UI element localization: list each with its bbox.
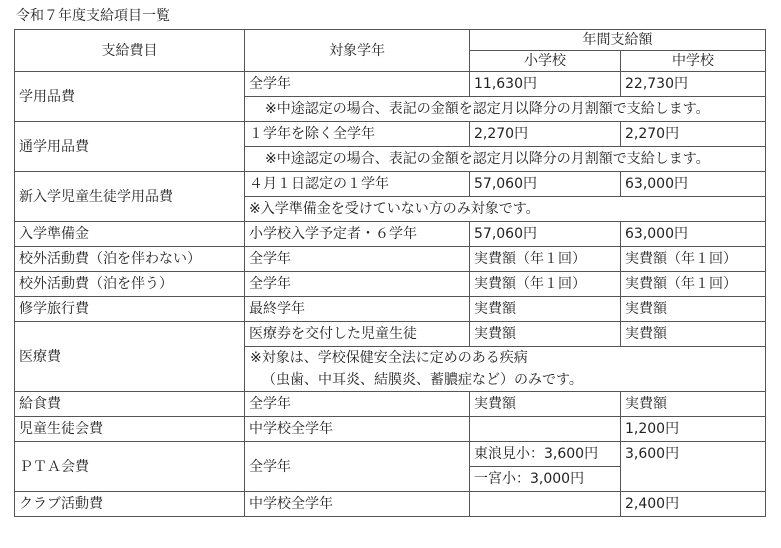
row-junior: 実費額 [621,392,766,417]
table-row [15,442,766,467]
row-name: 修学旅行費 [15,297,245,322]
table-header-row [15,30,766,51]
row-junior: 実費額 [621,297,766,322]
table-row [15,322,766,347]
row-grade: １学年を除く全学年 [245,122,470,147]
row-name: 通学用品費 [15,122,245,172]
table-row [15,122,766,147]
row-grade: 医療券を交付した児童生徒 [245,322,470,347]
row-name: クラブ活動費 [15,492,245,517]
row-grade: 小学校入学予定者・６学年 [245,222,470,247]
payment-items-table [14,29,766,517]
header-elementary: 小学校 [470,51,621,72]
row-junior: 2,270円 [621,122,766,147]
page-title: 令和７年度支給項目一覧 [16,8,170,24]
header-junior: 中学校 [621,51,766,72]
row-junior: 実費額（年１回） [621,247,766,272]
row-grade: 全学年 [245,272,470,297]
table-row [15,297,766,322]
row-elementary: 実費額 [470,322,621,347]
table-row [15,222,766,247]
row-elementary: 実費額（年１回） [470,272,621,297]
row-name: 新入学児童生徒学用品費 [15,172,245,222]
table-row [15,247,766,272]
header-annual: 年間支給額 [470,30,766,51]
row-name: 校外活動費（泊を伴わない） [15,247,245,272]
row-note [245,347,766,392]
row-elementary-a: 東浪見小：3,600円 [470,442,621,467]
row-grade: 中学校全学年 [245,492,470,517]
row-elementary [470,417,621,442]
row-name: 校外活動費（泊を伴う） [15,272,245,297]
table-row [15,492,766,517]
row-grade: ４月１日認定の１学年 [245,172,470,197]
row-elementary: 57,060円 [470,172,621,197]
row-elementary: 実費額（年１回） [470,247,621,272]
row-grade: 最終学年 [245,297,470,322]
row-junior: 2,400円 [621,492,766,517]
row-grade: 全学年 [245,442,470,492]
row-junior: 22,730円 [621,72,766,97]
row-junior: 1,200円 [621,417,766,442]
row-junior: 実費額（年１回） [621,272,766,297]
table-row [15,272,766,297]
row-elementary [470,492,621,517]
row-junior: 3,600円 [621,442,766,492]
table-row [15,392,766,417]
table-row [15,417,766,442]
row-name: 入学準備金 [15,222,245,247]
row-junior: 63,000円 [621,222,766,247]
row-note: ※中途認定の場合、表記の金額を認定月以降分の月割額で支給します。 [245,147,766,172]
row-elementary-b: 一宮小：3,000円 [470,467,621,492]
row-elementary: 実費額 [470,392,621,417]
header-grade: 対象学年 [245,30,470,72]
table-row [15,172,766,197]
row-grade: 全学年 [245,247,470,272]
row-name: 学用品費 [15,72,245,122]
row-junior: 63,000円 [621,172,766,197]
row-grade: 全学年 [245,392,470,417]
row-note: ※中途認定の場合、表記の金額を認定月以降分の月割額で支給します。 [245,97,766,122]
row-grade: 全学年 [245,72,470,97]
row-name: 児童生徒会費 [15,417,245,442]
row-note: ※入学準備金を受けていない方のみ対象です。 [245,197,766,222]
row-name: 給食費 [15,392,245,417]
row-elementary: 11,630円 [470,72,621,97]
note-line-2: （虫歯、中耳炎、結膜炎、蓄膿症など）のみです。 [262,372,583,388]
header-item: 支給費目 [15,30,245,72]
row-name: 医療費 [15,322,245,392]
note-line-1: ※対象は、学校保健安全法に定めのある疾病 [250,350,528,366]
row-name: ＰＴＡ会費 [15,442,245,492]
row-grade: 中学校全学年 [245,417,470,442]
row-elementary: 57,060円 [470,222,621,247]
row-elementary: 実費額 [470,297,621,322]
table-row [15,72,766,97]
row-elementary: 2,270円 [470,122,621,147]
row-junior: 実費額 [621,322,766,347]
